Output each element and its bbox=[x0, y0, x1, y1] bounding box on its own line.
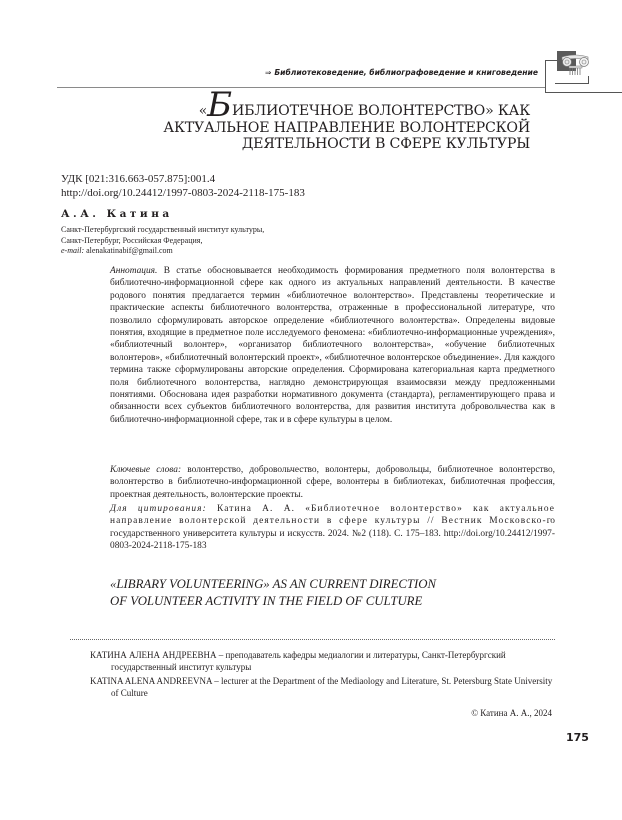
email-label: e-mail: bbox=[61, 246, 85, 255]
english-title bbox=[110, 576, 550, 609]
ionic-column-logo-icon bbox=[560, 51, 590, 81]
article-title bbox=[150, 85, 530, 153]
author-email[interactable]: alenakatinabif@gmail.com bbox=[86, 246, 173, 255]
english-title-line-1: «LIBRARY VOLUNTEERING» AS AN CURRENT DIRECTION bbox=[110, 577, 437, 591]
logo-bracket bbox=[545, 60, 546, 93]
abstract bbox=[110, 265, 555, 426]
author-bio-en: KATINA ALENA ANDREEVNA – lecturer at the Department of the Mediaology and Literature, St. Petersburg State University of Culture bbox=[90, 676, 553, 698]
page-number: 175 bbox=[566, 731, 589, 744]
abstract-text: В статье обосновывается необходимость формирования предметного поля волонтерства в библиотечно-информационной сфере как одного из актуальных направлений деятельности. В качестве родового понятия предлагается термин «библиотечное волонтерство». Представлены теоретические и практические аспекты библиотечного волонтерства, отраженные в профессиональной литературе, что позволило сформулировать авторское определение «библиотечного волонтерства». Определены видовые понятия, входящие в предметное поле исследуемого феномена: «библиотечно-информационные учреждения», «библиотечный волонтер», «организатор библиотечного волонтерства», «обучение библиотечных волонтеров», «библиотечный волонтерский проект», «библиотечное волонтерское объединение». Для каждого термина также сформулированы авторские определения. Сформирована категориальная карта предметного поля библиотечного волонтерства, наглядно демонстрирующая взаимосвязи между предложенными понятиями. Обоснована идея разработки нормативного документа (стандарта), регламентирующего права и обязанности всех субъектов библиотечного волонтерства, для развития института добровольчества как в библиотечно-информационной сфере, так и в сфере культуры в целом. bbox=[110, 266, 555, 425]
logo-bracket bbox=[555, 83, 589, 84]
author-bio-ru: КАТИНА АЛЕНА АНДРЕЕВНА – преподаватель кафедры медиалогии и литературы, Санкт-Петербургский государственный институт культуры bbox=[90, 650, 506, 672]
copyright: © Катина А. А., 2024 bbox=[471, 708, 552, 718]
keywords-label: Ключевые слова: bbox=[110, 465, 182, 475]
english-title-line-2: OF VOLUNTEER ACTIVITY IN THE FIELD OF CULTURE bbox=[110, 593, 423, 608]
citation-text: Катина А. А. «Библиотечное волонтерство» как актуальное направление волонтерской деятельности в сфере культуры // Вестник Московско- bbox=[110, 504, 555, 527]
title-line-3: ДЕЯТЕЛЬНОСТИ В СФЕРЕ КУЛЬТУРЫ bbox=[241, 136, 530, 152]
citation-text-rest: го государственного университета культуры и искусств. 2024. №2 (118). С. 175–183. http://doi.org/10.24412/1997-0803-2024-2118-175-183 bbox=[110, 516, 555, 552]
author-name: А.А. Катина bbox=[61, 208, 173, 220]
section-title: Библиотековедение, библиографоведение и книговедение bbox=[274, 68, 538, 77]
logo-bracket bbox=[545, 92, 622, 93]
affiliation-line: Санкт-Петербургский государственный институт культуры, bbox=[61, 225, 265, 234]
running-head bbox=[220, 68, 538, 77]
abstract-label: Аннотация. bbox=[110, 266, 158, 276]
footnote-separator bbox=[70, 639, 555, 640]
title-line-2: АКТУАЛЬНОЕ НАПРАВЛЕНИЕ ВОЛОНТЕРСКОЙ bbox=[163, 119, 530, 136]
citation-label: Для цитирования: bbox=[110, 504, 207, 514]
header-rule bbox=[57, 87, 545, 88]
title-open-quote: « bbox=[198, 103, 208, 119]
keywords-text: волонтерство, добровольчество, волонтеры, добровольцы, библиотечное волонтерство, волонтерство в библиотечно-информационной сфере, волонтеры в библиотеках, библиотечная профессия, проектная деятельность, волонтерские проекты. bbox=[110, 465, 555, 500]
author-affiliation bbox=[61, 225, 264, 257]
title-line-1: ИБЛИОТЕЧНОЕ ВОЛОНТЕРСТВО» КАК bbox=[231, 103, 530, 119]
title-drop-cap: Б bbox=[207, 85, 232, 125]
keywords bbox=[110, 464, 555, 501]
affiliation-line: Санкт-Петербург, Российская Федерация, bbox=[61, 235, 203, 245]
citation bbox=[110, 503, 555, 553]
arrow-right-icon: ⇒ bbox=[264, 68, 272, 77]
udk-code: УДК [021:316.663-057.875]:001.4 bbox=[61, 173, 216, 185]
doi-link[interactable]: http://doi.org/10.24412/1997-0803-2024-2118-175-183 bbox=[61, 187, 305, 199]
logo-bracket bbox=[545, 60, 557, 61]
